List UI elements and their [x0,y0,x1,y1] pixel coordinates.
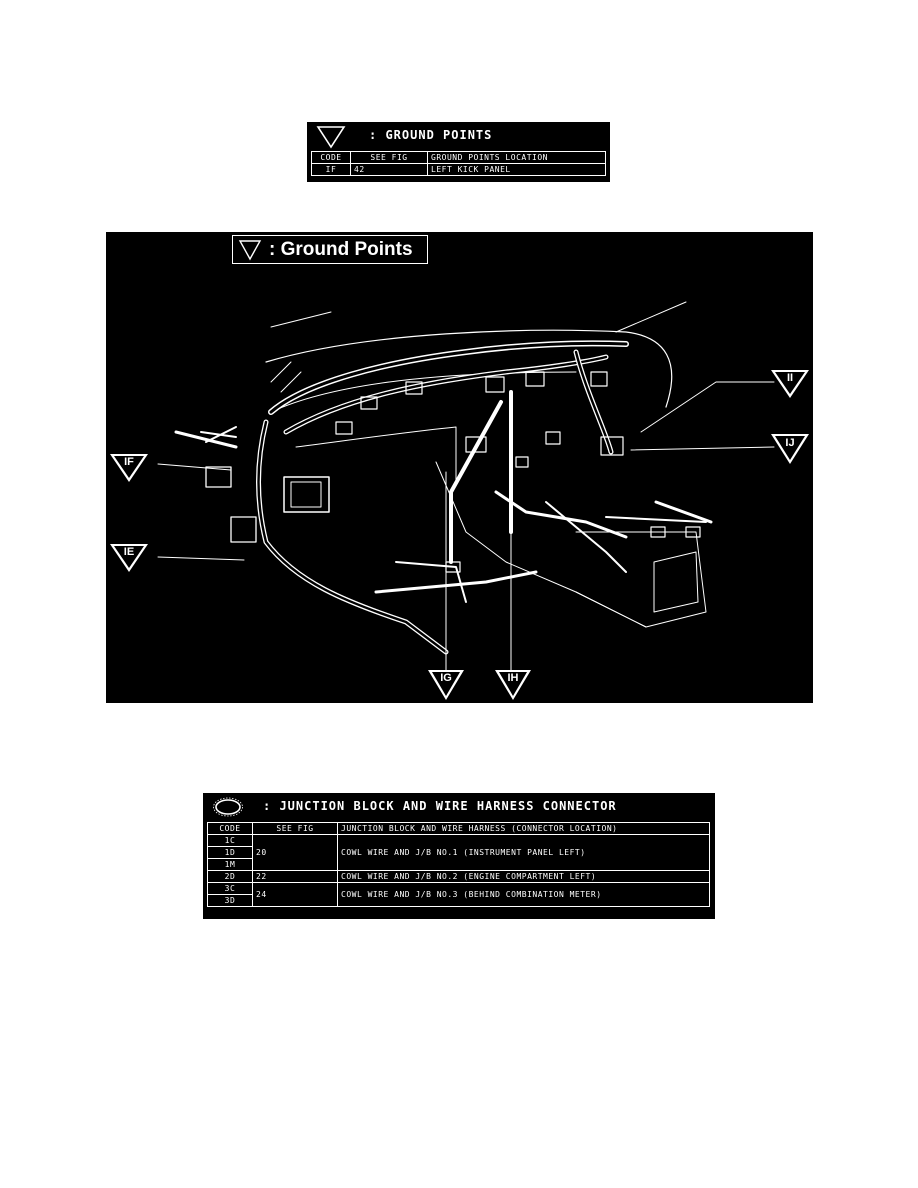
header-location: JUNCTION BLOCK AND WIRE HARNESS (CONNECTOR LOCATION) [338,823,710,835]
cell-location: COWL WIRE AND J/B NO.2 (ENGINE COMPARTMENT LEFT) [338,871,710,883]
cell-see-fig: 42 [351,164,428,176]
cell-code: 3C [208,883,253,895]
cell-location: COWL WIRE AND J/B NO.3 (BEHIND COMBINATION METER) [338,883,710,907]
cell-code: 1C [208,835,253,847]
ground-points-legend [232,235,428,264]
junction-block-grid [207,822,710,907]
cell-see-fig: 20 [253,835,338,871]
cell-location: LEFT KICK PANEL [428,164,606,176]
junction-block-table [203,793,715,919]
table-row [208,871,710,883]
cell-code: 3D [208,895,253,907]
table-row [312,164,606,176]
ground-label-ie: IE [123,546,135,558]
cell-code: 1M [208,859,253,871]
ground-label-ig: IG [440,672,452,684]
header-location: GROUND POINTS LOCATION [428,152,606,164]
table-header-row [208,823,710,835]
dashboard-harness-drawing [106,232,813,703]
cell-location: COWL WIRE AND J/B NO.1 (INSTRUMENT PANEL LEFT) [338,835,710,871]
ground-triangle-icon [316,125,346,149]
ground-label-if: IF [124,456,134,468]
header-code: CODE [208,823,253,835]
ground-label-ii: II [786,372,794,384]
junction-block-title: : JUNCTION BLOCK AND WIRE HARNESS CONNECTOR [263,799,617,813]
cell-see-fig: 24 [253,883,338,907]
ground-label-ij: IJ [785,437,795,449]
legend-label: : Ground Points [269,239,413,260]
cell-see-fig: 22 [253,871,338,883]
header-code: CODE [312,152,351,164]
ground-label-ih: IH [507,672,519,684]
table-header-row [312,152,606,164]
ground-triangle-icon [238,239,262,261]
wiring-diagram [106,232,813,703]
ground-points-grid [311,151,606,176]
header-see-fig: SEE FIG [253,823,338,835]
table-row [208,835,710,847]
junction-block-icon [212,797,244,817]
table-row [208,883,710,895]
cell-code: IF [312,164,351,176]
cell-code: 2D [208,871,253,883]
ground-points-title: : GROUND POINTS [369,128,493,142]
cell-code: 1D [208,847,253,859]
header-see-fig: SEE FIG [351,152,428,164]
ground-points-table [307,122,610,182]
